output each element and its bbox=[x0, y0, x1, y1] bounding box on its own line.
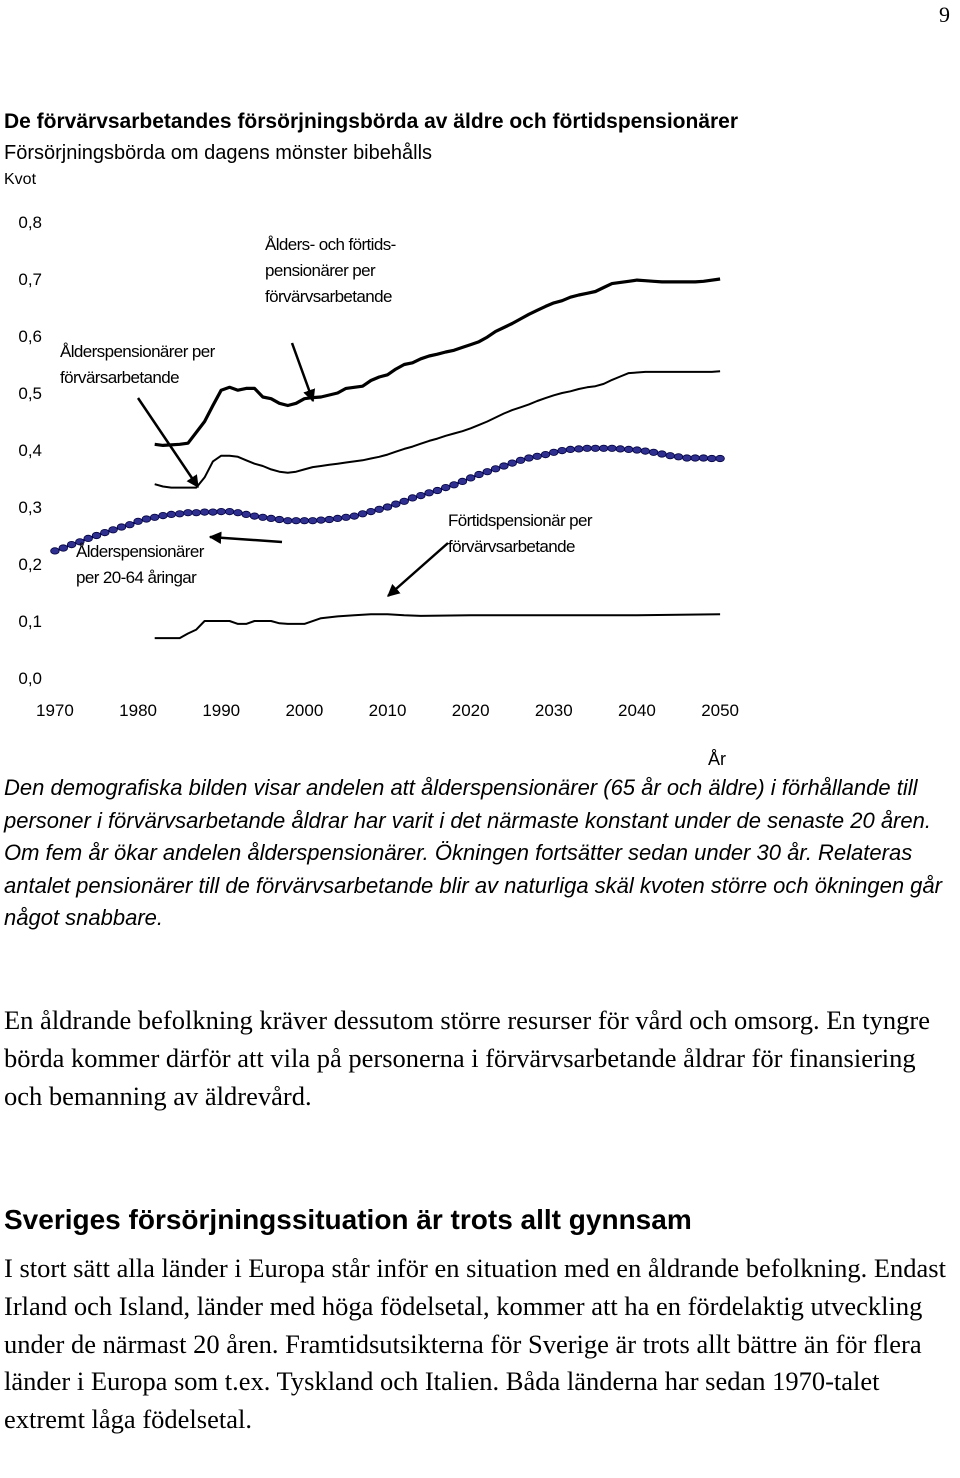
y-tick-label: 0,7 bbox=[18, 270, 42, 289]
annotation-fortidspensionar-per-forvarvsarbetande bbox=[448, 511, 596, 556]
series-point bbox=[500, 463, 509, 469]
series-point bbox=[358, 511, 367, 517]
annotation-line: förvärsarbetande bbox=[60, 368, 179, 387]
series-point bbox=[200, 509, 209, 515]
annotation-line: förvärvsarbetande bbox=[265, 287, 392, 306]
y-tick-label: 0,1 bbox=[18, 612, 42, 631]
series-point bbox=[167, 511, 176, 517]
series-point bbox=[126, 522, 135, 528]
annotation-line: förvärvsarbetande bbox=[448, 537, 575, 556]
series-point bbox=[566, 446, 575, 452]
annotation-alderspensionarer-per-20-64 bbox=[76, 542, 208, 587]
series-point bbox=[342, 514, 351, 520]
series-point bbox=[242, 511, 251, 517]
y-tick-label: 0,6 bbox=[18, 327, 42, 346]
annotation-alders-och-fortidspensionarer bbox=[265, 235, 400, 306]
series-point bbox=[84, 535, 93, 541]
series-point bbox=[250, 513, 259, 519]
series-point bbox=[209, 509, 218, 515]
annotation-arrow-alders-och-fortids bbox=[292, 343, 313, 401]
series-point bbox=[608, 445, 617, 451]
y-tick-label: 0,2 bbox=[18, 555, 42, 574]
chart-title: De förvärvsarbetandes försörjningsbörda av äldre och förtidspensionärer bbox=[4, 110, 739, 133]
x-tick-label: 2020 bbox=[451, 701, 490, 720]
annotation-arrow-fortids bbox=[388, 543, 448, 596]
series-point bbox=[325, 516, 334, 522]
series-point bbox=[458, 478, 467, 484]
series-point bbox=[134, 518, 143, 524]
x-axis-label: År bbox=[708, 749, 726, 769]
series-point bbox=[284, 518, 293, 524]
series-point bbox=[425, 490, 434, 496]
series-point bbox=[292, 518, 301, 524]
series-point bbox=[59, 545, 68, 551]
series-point bbox=[599, 445, 608, 451]
y-axis-unit-label: Kvot bbox=[4, 171, 37, 188]
series-point bbox=[417, 492, 426, 498]
annotation-line: per 20-64 åringar bbox=[76, 568, 197, 587]
series-point bbox=[583, 445, 592, 451]
series-point bbox=[300, 518, 309, 524]
series-point bbox=[383, 504, 392, 510]
series-line-1 bbox=[155, 279, 720, 445]
section-heading: Sveriges försörjningssituation är trots allt gynnsam bbox=[4, 1204, 692, 1235]
series-point bbox=[67, 541, 76, 547]
annotation-line: Förtidspensionär per bbox=[448, 511, 592, 530]
series-point bbox=[408, 495, 417, 501]
line-chart bbox=[0, 195, 960, 770]
series-line-3 bbox=[55, 448, 720, 551]
x-tick-label: 2010 bbox=[368, 701, 407, 720]
series-line-4 bbox=[155, 614, 720, 638]
series-point bbox=[142, 516, 151, 522]
series-point bbox=[450, 482, 459, 488]
x-tick-label: 2040 bbox=[618, 701, 656, 720]
series-point bbox=[192, 510, 201, 516]
series-point bbox=[117, 524, 126, 530]
annotation-alderspensionarer-per-forvarsarbetande bbox=[60, 342, 219, 387]
series-point bbox=[550, 449, 559, 455]
series-point bbox=[259, 514, 268, 520]
series-point bbox=[433, 487, 442, 493]
y-tick-label: 0,3 bbox=[18, 498, 42, 517]
x-tick-label: 2050 bbox=[701, 701, 740, 720]
series-point bbox=[683, 455, 692, 461]
series-point bbox=[624, 446, 633, 452]
series-point bbox=[225, 508, 234, 514]
series-point bbox=[392, 501, 401, 507]
series-point bbox=[633, 447, 642, 453]
series-point bbox=[308, 518, 317, 524]
series-point bbox=[150, 514, 159, 520]
series-point bbox=[491, 466, 500, 472]
series-point bbox=[591, 445, 600, 451]
series-point bbox=[367, 508, 376, 514]
series-point bbox=[483, 469, 492, 475]
series-point bbox=[558, 447, 567, 453]
y-tick-label: 0,4 bbox=[18, 441, 42, 460]
series-point bbox=[184, 510, 193, 516]
series-point bbox=[716, 455, 725, 461]
y-tick-label: 0,8 bbox=[18, 213, 42, 232]
series-point bbox=[217, 508, 226, 514]
series-point bbox=[708, 455, 717, 461]
series-point bbox=[400, 498, 409, 504]
series-point bbox=[350, 513, 359, 519]
series-point bbox=[516, 457, 525, 463]
x-tick-label: 2000 bbox=[285, 701, 324, 720]
series-point bbox=[51, 548, 60, 554]
y-tick-label: 0,5 bbox=[18, 384, 42, 403]
annotation-arrow-alders-2064 bbox=[210, 537, 282, 542]
series-point bbox=[674, 454, 683, 460]
series-point bbox=[92, 532, 101, 538]
series-point bbox=[101, 529, 110, 535]
series-point bbox=[475, 471, 484, 477]
series-point bbox=[649, 449, 658, 455]
annotation-line: Ålderspensionärer per bbox=[60, 342, 215, 361]
chart-subtitle: Försörjningsbörda om dagens mönster bibehålls bbox=[4, 142, 433, 164]
series-point bbox=[699, 455, 708, 461]
x-tick-label: 2030 bbox=[534, 701, 573, 720]
series-point bbox=[375, 506, 384, 512]
series-point bbox=[508, 460, 517, 466]
series-point bbox=[333, 515, 342, 521]
series-point bbox=[616, 446, 625, 452]
x-axis-tick-labels bbox=[36, 701, 739, 720]
annotation-line: Ålderspensionärer bbox=[76, 542, 204, 561]
y-axis-tick-labels bbox=[18, 213, 42, 688]
series-point bbox=[109, 527, 118, 533]
series-point bbox=[275, 516, 284, 522]
series-point bbox=[159, 512, 168, 518]
series-point bbox=[533, 453, 542, 459]
series-point bbox=[525, 455, 534, 461]
paragraph-europe-comparison: I stort sätt alla länder i Europa står inför en situation med en åldrande befolkning. Endast Irland och Island, länder med höga födelsetal, kommer att ha en fördelaktig utveckling under de närmast 20 åren. Framtidsutsikterna för Sverige är trots allt bättre än för flera länder i Europa som t.ex. Tyskland och Italien. Båda länderna har sedan 1970-talet extremt låga födelsetal. bbox=[4, 1253, 946, 1435]
x-tick-label: 1990 bbox=[202, 701, 241, 720]
series-point bbox=[666, 453, 675, 459]
annotation-line: pensionärer per bbox=[265, 261, 376, 280]
series-point bbox=[691, 455, 700, 461]
paragraph-elder-care-resources: En åldrande befolkning kräver dessutom större resurser för vård och omsorg. En tyngre börda kommer därför att vila på personerna i förvärvsarbetande åldrar för finansiering och bemanning av äldrevård. bbox=[4, 1005, 930, 1111]
x-tick-label: 1970 bbox=[36, 701, 74, 720]
series-point bbox=[575, 446, 584, 452]
series-point bbox=[234, 510, 243, 516]
series-point bbox=[641, 448, 650, 454]
page-number: 9 bbox=[939, 2, 950, 27]
annotation-line: Ålders- och förtids- bbox=[265, 235, 396, 254]
chart-description-paragraph: Den demografiska bilden visar andelen att ålderspensionärer (65 år och äldre) i förhållande till personer i förvärvsarbetande åldrar har varit i det närmaste konstant under de senaste 20 åren. Om fem år ökar andelen ålderspensionärer. Ökningen fortsätter sedan under 30 år. Relateras antalet pensionärer till de förvärvsarbetande blir av naturliga skäl kvoten större och ökningen går något snabbare. bbox=[4, 775, 942, 931]
y-tick-label: 0,0 bbox=[18, 669, 42, 688]
series-point bbox=[267, 515, 276, 521]
series-point bbox=[317, 517, 326, 523]
series-point bbox=[658, 451, 667, 457]
series-point bbox=[441, 484, 450, 490]
series-point bbox=[466, 475, 475, 481]
series-point bbox=[175, 511, 184, 517]
x-tick-label: 1980 bbox=[119, 701, 158, 720]
series-point bbox=[541, 451, 550, 457]
